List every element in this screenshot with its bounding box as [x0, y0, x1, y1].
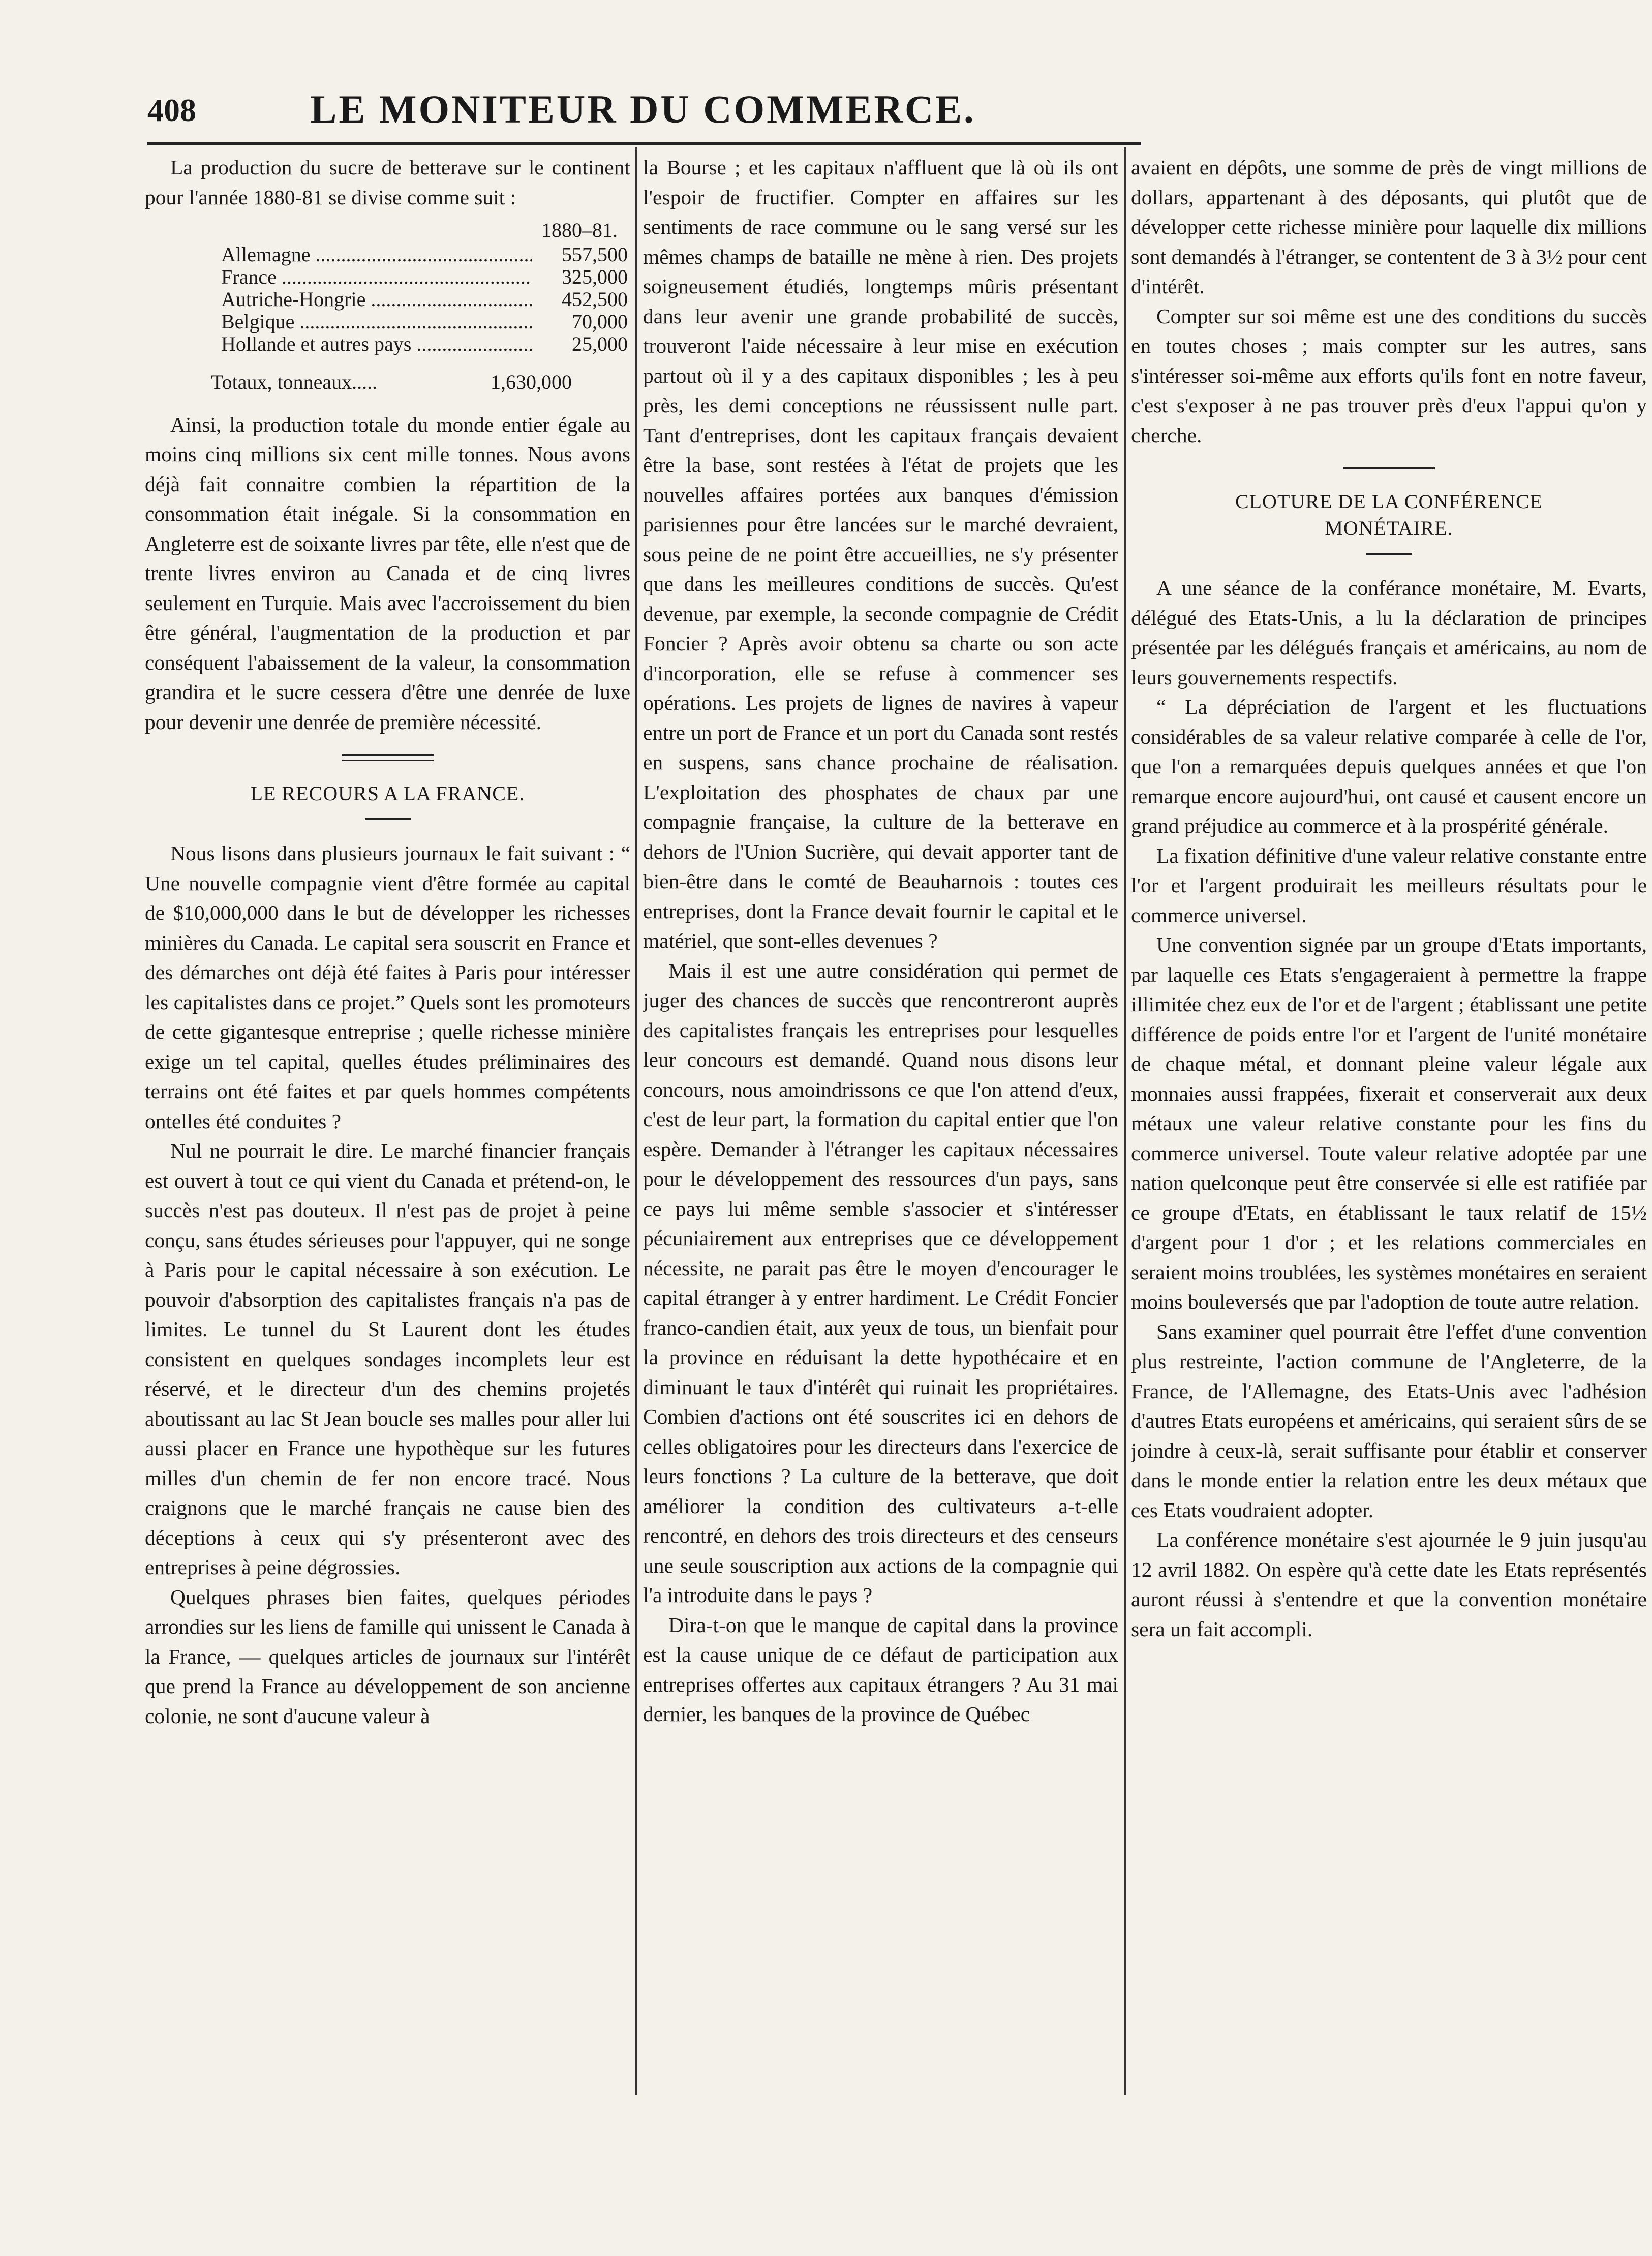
- total-value: 1,630,000: [491, 371, 572, 394]
- column-3: [1131, 153, 1647, 2095]
- column-2: [643, 153, 1118, 2095]
- paragraph: la Bourse ; et les capitaux n'affluent que là où ils ont l'espoir de fructifier. Compter en affaires sur les sentiments de race commune ou le sang versé sur les mêmes champs de bataille ne mène à rien. Des projets soigneusement étudiés, longtemps mûris présentant dans leur avenir une grande probabilité de succès, trouveront l'aide nécessaire à leur mise en exécution partout où il y a des capitaux disponibles ; les à peu près, les demi conceptions ne réussissent nulle part. Tant d'entreprises, dont les capitaux français devaient être la base, sont restées à l'état de projets que les nouvelles affaires portées aux banques d'émission parisiennes pour être lancées sur le marché devraient, sous peine de ne point être accueillies, ne s'y présenter que dans les meilleures conditions de succès. Qu'est devenue, par exemple, la seconde compagnie de Crédit Foncier ? Après avoir obtenu sa charte ou son acte d'incorporation, elle se refuse à commencer ses opérations. Les projets de lignes de navires à vapeur entre un port de France et un port du Canada sont restés en suspens, sans chance prochaine de réalisation. L'exploitation des phosphates de chaux par une compagnie française, la culture de la betterave en dehors de l'Union Sucrière, qui devait apporter tant de bien-être dans le comté de Beauharnois : toutes ces entreprises, dont la France devait fournir le capital et le matériel, que sont-elles devenues ?: [643, 156, 1118, 952]
- page-header: [147, 86, 1139, 142]
- country-label: Allemagne .....: [221, 244, 532, 266]
- paragraph: La production du sucre de betterave sur le continent pour l'année 1880-81 se divise comme suit :: [145, 156, 630, 209]
- total-label: Totaux, tonneaux.....: [211, 371, 378, 394]
- journal-title: LE MONITEUR DU COMMERCE.: [310, 87, 976, 131]
- table-total-row: [165, 368, 572, 398]
- column-divider: [635, 147, 637, 2095]
- paragraph: Dira-t-on que le manque de capital dans la province est la cause unique de ce défaut de participation aux entreprises offertes aux capitaux étrangers ? Au 31 mai dernier, les banques de la province de Québec: [643, 1613, 1118, 1726]
- heading-underline: [1366, 553, 1412, 555]
- table-row: [221, 288, 628, 311]
- paragraph: A une séance de la conférance monétaire, M. Evarts, délégué des Etats-Unis, a lu la déclaration de principes présentée par les délégués français et américains, au nom de leurs gouvernements respectifs.: [1131, 576, 1647, 689]
- paragraph: Ainsi, la production totale du monde entier égale au moins cinq millions six cent mille tonnes. Nous avons déjà fait connaitre combien la répartition de la consommation était inégale. Si la consommation en Angleterre est de soixante livres par tête, elle n'est que de trente livres environ au Canada et de cinq livres seulement en Turquie. Mais avec l'accroissement du bien être général, l'augmentation de la production et par conséquent l'abaissement de la valeur, la consommation grandira et le sucre cessera d'être une denrée de luxe pour devenir une denrée de première nécessité.: [145, 412, 630, 734]
- article-heading: LE RECOURS A LA FRANCE.: [250, 782, 525, 805]
- country-label: Belgique .....: [221, 311, 532, 333]
- country-label: Hollande et autres pays .....: [221, 333, 532, 355]
- column-divider: [1124, 147, 1126, 2095]
- header-rule: [147, 142, 1141, 145]
- section-separator: [342, 754, 434, 761]
- production-value: 70,000: [572, 310, 628, 333]
- heading-line: CLOTURE DE LA CONFÉRENCE: [1235, 490, 1543, 513]
- production-value: 325,000: [562, 265, 628, 288]
- heading-underline: [365, 818, 411, 820]
- production-value: 452,500: [562, 288, 628, 311]
- production-value: 25,000: [572, 333, 628, 355]
- production-value: 557,500: [562, 243, 628, 266]
- column-1: [145, 153, 630, 2095]
- paragraph: Nul ne pourrait le dire. Le marché financier français est ouvert à tout ce qui vient du Canada et prétend-on, le succès n'est pas douteux. Il n'est pas de projet à peine conçu, sans études sérieuses pour l'appuyer, qui ne songe à Paris pour le capital nécessaire à son exécution. Le pouvoir d'absorption des capitalistes français n'a pas de limites. Le tunnel du St Laurent dont les études consistent en quelques sondages incomplets leur est réservé, et le directeur d'un des chemins projetés aboutissant au lac St Jean boucle ses malles pour aller lui aussi placer en France une hypothèque sur les futures milles d'un chemin de fer non encore tracé. Nous craignons que le marché français ne cause bien des déceptions à ceux qui s'y présenteront avec des entreprises à peine dégrossies.: [145, 1139, 630, 1579]
- paragraph: Compter sur soi même est une des conditions du succès en toutes choses ; mais compter sur les autres, sans s'intéresser soi-même aux efforts qu'ils font en notre faveur, c'est s'exposer à ne pas trouver près d'eux l'appui qu'on y cherche.: [1131, 304, 1647, 447]
- country-label: Autriche-Hongrie .....: [221, 288, 532, 311]
- paragraph: “ La dépréciation de l'argent et les fluctuations considérables de sa valeur relative comparée à celle de l'or, que l'on a remarquées depuis quelques années et que l'on remarque encore aujourd'hui, ont causé et causent encore un grand préjudice au commerce et à la prospérité générale.: [1131, 695, 1647, 837]
- table-row: [221, 311, 628, 333]
- article-heading: [1131, 489, 1647, 542]
- paragraph: avaient en dépôts, une somme de près de vingt millions de dollars, appartenant à des déposants, qui plutôt que de développer cette richesse minière pour laquelle dix millions sont demandés à l'étranger, se contentent de 3 à 3½ pour cent d'intérêt.: [1131, 156, 1647, 298]
- table-row: [221, 244, 628, 266]
- paragraph: Sans examiner quel pourrait être l'effet d'une convention plus restreinte, l'action commune de l'Angleterre, de la France, de l'Allemagne, des Etats-Unis avec l'adhésion d'autres Etats européens et américains, qui seraient sûrs de se joindre à ceux-là, serait suffisante pour établir et conserver dans le monde entier la relation entre les deux métaux que ces Etats voudraient adopter.: [1131, 1319, 1647, 1522]
- page-number: 408: [147, 92, 196, 128]
- heading-line: MONÉTAIRE.: [1325, 517, 1453, 539]
- table-row: [221, 333, 628, 355]
- country-label: France .....: [221, 266, 532, 288]
- paragraph: Quelques phrases bien faites, quelques périodes arrondies sur les liens de famille qui unissent le Canada à la France, — quelques articles de journaux sur l'intérêt que prend la France au développement de son ancienne colonie, ne sont d'aucune valeur à: [145, 1585, 630, 1728]
- table-row: [221, 266, 628, 288]
- paragraph: La conférence monétaire s'est ajournée le 9 juin jusqu'au 12 avril 1882. On espère qu'à cette date les Etats représentés auront réussi à s'entendre et que la convention monétaire sera un fait accompli.: [1131, 1528, 1647, 1641]
- paragraph: Mais il est une autre considération qui permet de juger des chances de succès que rencontreront auprès des capitalistes français les entreprises pour lesquelles leur concours est demandé. Quand nous disons leur concours, nous amoindrissons ce que l'on attend d'eux, c'est de leur part, la formation du capital entier que l'on espère. Demander à l'étranger les capitaux nécessaires pour le développement des ressources d'un pays, sans ce pays lui même semble s'associer et s'intéresser pécuniairement aux entreprises que ce développement nécessite, ne parait pas être le moyen d'encourager le capital étranger à y entrer hardiment. Le Crédit Foncier franco-candien était, aux yeux de tous, un bienfait pour la province en réduisant la dette hypothécaire et en diminuant le taux d'intérêt qui ruinait les propriétaires. Combien d'actions ont été souscrites ici en dehors de celles obligatoires pour les directeurs dans l'exercice de leurs fonctions ? La culture de la betterave, que doit améliorer la condition des cultivateurs a-t-elle rencontré, en dehors des trois directeurs et des censeurs une seule souscription aux actions de la compagnie qui l'a introduite dans le pays ?: [643, 958, 1118, 1607]
- paragraph: Une convention signée par un groupe d'Etats importants, par laquelle ces Etats s'engageraient à permettre la frappe illimitée chez eux de l'or et de l'argent ; établissant une petite différence de poids entre l'or et l'argent de l'unité monétaire de chaque métal, et donnant pleine valeur légale aux monnaies aussi frappées, fixerait et conserverait aux deux métaux une valeur relative constante pour les fins du commerce universel. Toute valeur relative adoptée par une nation quelconque peut être conservée si elle est ratifiée par ce groupe d'Etats, en établissant le taux relatif de 15½ d'argent pour 1 d'or ; et les relations commerciales en seraient moins troublées, les systèmes monétaires en seraient moins bouleversés que par l'adoption de toute autre relation.: [1131, 933, 1647, 1313]
- paragraph: La fixation définitive d'une valeur relative constante entre l'or et l'argent produirait les meilleurs résultats pour le commerce universel.: [1131, 844, 1647, 927]
- paragraph: Nous lisons dans plusieurs journaux le fait suivant : “ Une nouvelle compagnie vient d'être formée au capital de $10,000,000 dans le but de développer les richesses minières du Canada. Le capital sera souscrit en France et des démarches ont déjà été faites à Paris pour intéresser les capitalistes dans ce projet.” Quels sont les promoteurs de cette gigantesque entreprise ; quelle richesse minière exige un tel capital, quelles études préliminaires des terrains ont été faites et par quels hommes compétents ontelles été conduites ?: [145, 841, 630, 1133]
- sugar-production-table: [221, 219, 628, 355]
- section-separator: [1343, 467, 1435, 469]
- table-year-header: 1880–81.: [541, 219, 618, 242]
